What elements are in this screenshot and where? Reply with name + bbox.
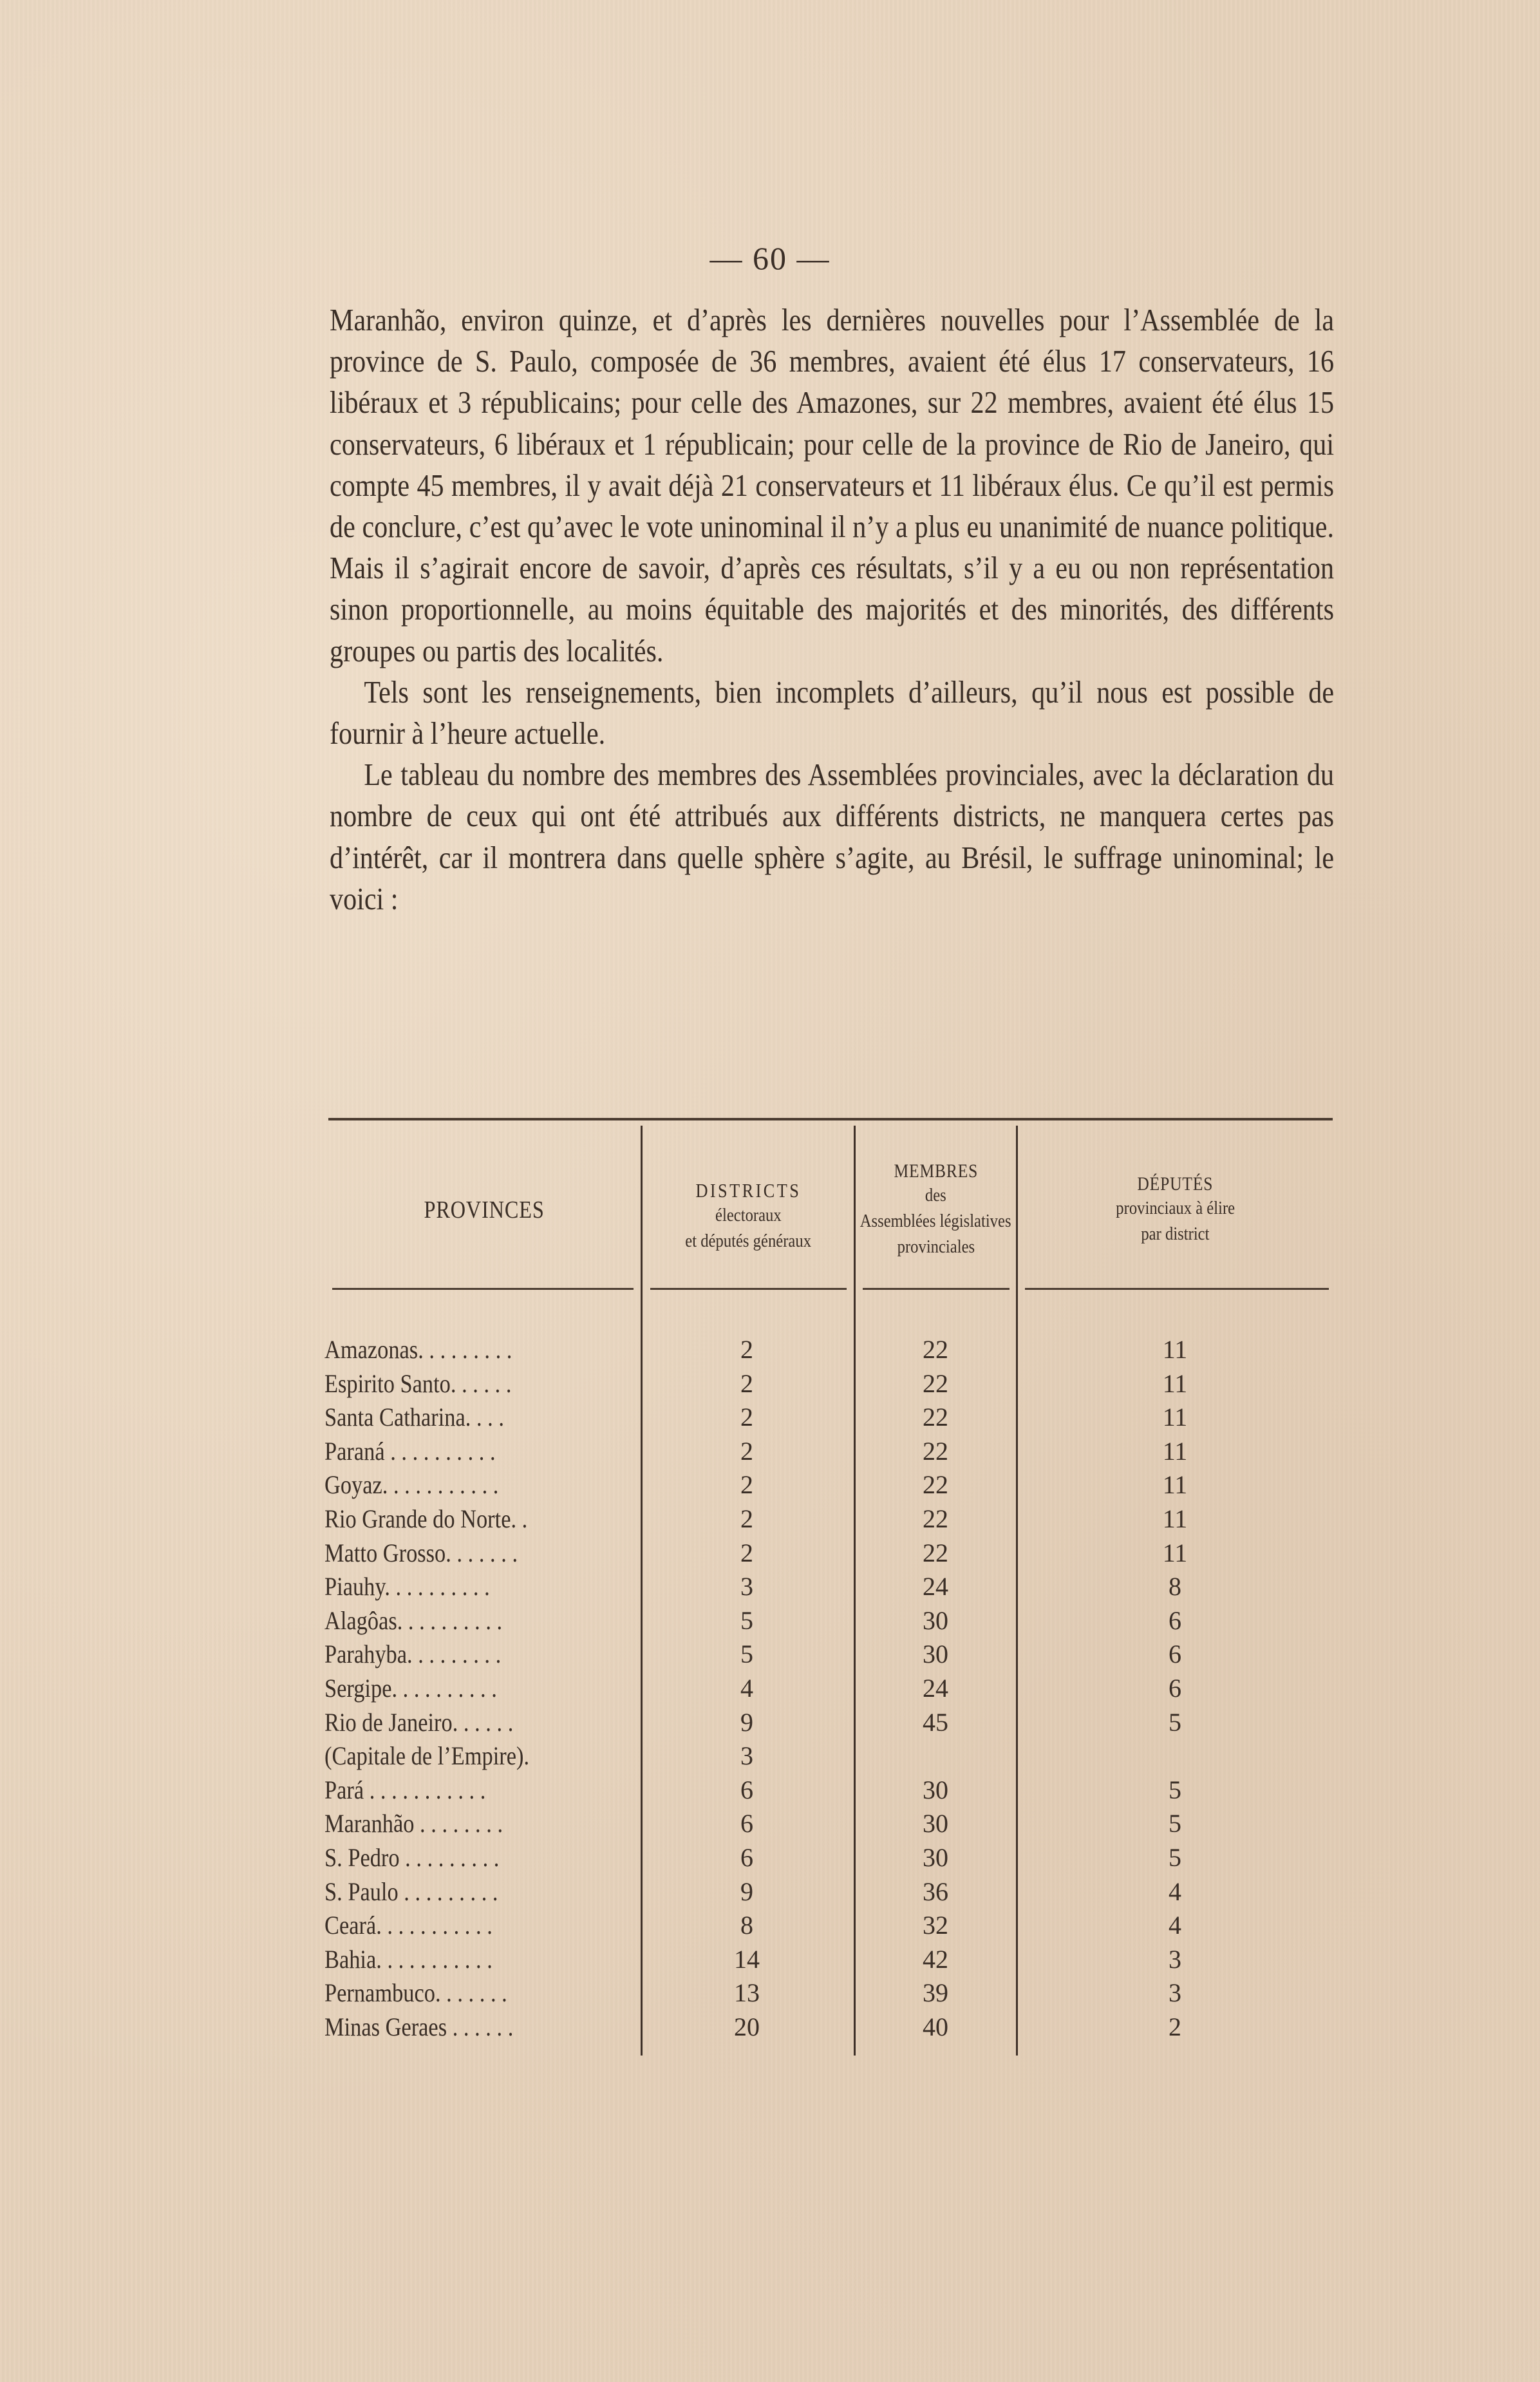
header-membres	[856, 1137, 1016, 1282]
districts-value: 2	[740, 1335, 753, 1364]
table-row	[324, 1841, 1333, 1875]
header-deputes-line2: provinciaux à élire	[1116, 1197, 1235, 1218]
membres-value: 30	[923, 1775, 948, 1804]
membres-value: 42	[923, 1944, 948, 1974]
deputes-value: 5	[1169, 1842, 1181, 1872]
membres-value: 36	[923, 1876, 948, 1906]
membres-value: 22	[923, 1403, 948, 1432]
membres-value: 30	[923, 1842, 948, 1872]
districts-value: 3	[740, 1572, 753, 1602]
deputes-value: 3	[1169, 1944, 1181, 1974]
header-districts-line3: et députés généraux	[685, 1230, 811, 1251]
districts-value: 5	[740, 1640, 753, 1669]
paragraph-3: Le tableau du nombre des membres des Assemblées provinciales, avec la déclaration du nombre de ceux qui ont été attribués aux différents districts, ne manquera certes pas d’intérêt, car il montrera dans quelle sphère s’agite, au Brésil, le suffrage uninominal; le voici :	[330, 757, 1335, 916]
province-name: Parahyba. . . . . . . . .	[324, 1640, 502, 1669]
table-top-rule	[328, 1118, 1333, 1120]
deputes-value: 11	[1162, 1403, 1188, 1432]
membres-value: 22	[923, 1504, 948, 1533]
districts-value: 2	[740, 1470, 753, 1500]
table-row	[324, 1435, 1333, 1469]
header-membres-line2: des	[925, 1184, 946, 1205]
table-row	[324, 1536, 1333, 1571]
deputes-value: 11	[1162, 1504, 1188, 1533]
membres-value: 30	[923, 1605, 948, 1635]
table-row	[324, 1807, 1333, 1841]
districts-value: 6	[740, 1809, 753, 1838]
deputes-value: 11	[1162, 1538, 1188, 1567]
province-name: Goyaz. . . . . . . . . . .	[324, 1470, 499, 1500]
districts-value: 2	[740, 1403, 753, 1432]
deputes-value: 6	[1169, 1640, 1181, 1669]
header-deputes-line3: par district	[1141, 1223, 1210, 1244]
membres-value: 30	[923, 1809, 948, 1838]
districts-value: 2	[740, 1368, 753, 1398]
membres-value: 22	[923, 1335, 948, 1364]
header-deputes	[1018, 1137, 1333, 1282]
table-row	[324, 1570, 1333, 1604]
header-provinces	[328, 1137, 641, 1282]
districts-value: 13	[734, 1978, 760, 2008]
province-name: Rio de Janeiro. . . . . .	[324, 1707, 514, 1737]
table-body	[324, 1333, 1333, 2044]
table-row	[324, 1333, 1333, 1367]
deputes-value: 11	[1162, 1335, 1188, 1364]
membres-value: 22	[923, 1538, 948, 1567]
header-membres-line4: provinciales	[897, 1236, 975, 1257]
table-row	[324, 1604, 1333, 1638]
membres-value: 24	[923, 1572, 948, 1602]
table-row	[324, 1502, 1333, 1536]
province-name: S. Pedro . . . . . . . . .	[324, 1842, 500, 1872]
deputes-value: 4	[1169, 1911, 1181, 1940]
table-row	[324, 1976, 1333, 2010]
membres-value: 22	[923, 1470, 948, 1500]
province-name: Minas Geraes . . . . . .	[324, 2012, 514, 2041]
deputes-value: 6	[1169, 1605, 1181, 1635]
membres-value: 24	[923, 1673, 948, 1703]
header-provinces-label: PROVINCES	[424, 1196, 545, 1224]
province-name: S. Paulo . . . . . . . . .	[324, 1876, 498, 1906]
province-name: Pará . . . . . . . . . . .	[324, 1775, 486, 1804]
header-membres-line1: MEMBRES	[894, 1160, 978, 1182]
deputes-value: 6	[1169, 1673, 1181, 1703]
districts-value: 6	[740, 1842, 753, 1872]
table-row	[324, 1943, 1333, 1977]
deputes-value: 4	[1169, 1876, 1181, 1906]
table-row	[324, 2010, 1333, 2045]
membres-value: 45	[923, 1707, 948, 1737]
header-rule-1	[332, 1288, 634, 1290]
province-name: Piauhy. . . . . . . . . .	[324, 1572, 490, 1602]
districts-value: 9	[740, 1876, 753, 1906]
deputes-value: 8	[1169, 1572, 1181, 1602]
province-name: Matto Grosso. . . . . . .	[324, 1538, 518, 1567]
deputes-value: 5	[1169, 1775, 1181, 1804]
province-name: Ceará. . . . . . . . . . .	[324, 1911, 493, 1940]
header-deputes-line1: DÉPUTÉS	[1137, 1173, 1214, 1195]
districts-value: 2	[740, 1436, 753, 1466]
province-name: Espirito Santo. . . . . .	[324, 1368, 512, 1398]
province-name: Alagôas. . . . . . . . . .	[324, 1605, 503, 1635]
districts-value: 14	[734, 1944, 760, 1974]
table-row	[324, 1773, 1333, 1808]
provinces-table	[324, 1118, 1333, 2058]
deputes-value: 5	[1169, 1809, 1181, 1838]
districts-value: 2	[740, 1504, 753, 1533]
membres-value: 32	[923, 1911, 948, 1940]
districts-value: 3	[740, 1741, 753, 1771]
membres-value: 30	[923, 1640, 948, 1669]
page-number: — 60 —	[709, 240, 831, 276]
deputes-value: 11	[1162, 1436, 1188, 1466]
table-row	[324, 1739, 1333, 1773]
districts-value: 2	[740, 1538, 753, 1567]
paragraph-2: Tels sont les renseignements, bien incomplets d’ailleurs, qu’il nous est possible de fournir à l’heure actuelle.	[330, 674, 1335, 751]
deputes-value: 5	[1169, 1707, 1181, 1737]
table-row	[324, 1909, 1333, 1943]
province-name: (Capitale de l’Empire).	[324, 1741, 530, 1771]
districts-value: 8	[740, 1911, 753, 1940]
province-name: Rio Grande do Norte. .	[324, 1504, 528, 1533]
province-name: Sergipe. . . . . . . . . .	[324, 1673, 497, 1703]
membres-value: 22	[923, 1436, 948, 1466]
membres-value: 40	[923, 2012, 948, 2041]
header-membres-line3: Assemblées législatives	[860, 1210, 1011, 1231]
table-row	[324, 1468, 1333, 1502]
table-row	[324, 1706, 1333, 1740]
membres-value: 22	[923, 1368, 948, 1398]
districts-value: 5	[740, 1605, 753, 1635]
header-districts	[643, 1144, 854, 1289]
province-name: Maranhão . . . . . . . .	[324, 1809, 503, 1838]
province-name: Bahia. . . . . . . . . . .	[324, 1944, 493, 1974]
districts-value: 6	[740, 1775, 753, 1804]
body-text	[330, 299, 1334, 920]
header-districts-line1: DISTRICTS	[695, 1178, 801, 1202]
table-row	[324, 1401, 1333, 1435]
districts-value: 9	[740, 1707, 753, 1737]
header-rule-3	[863, 1288, 1009, 1290]
districts-value: 4	[740, 1673, 753, 1703]
deputes-value: 2	[1169, 2012, 1181, 2041]
table-row	[324, 1875, 1333, 1909]
table-row	[324, 1638, 1333, 1672]
districts-value: 20	[734, 2012, 760, 2041]
province-name: Pernambuco. . . . . . .	[324, 1978, 507, 2008]
province-name: Santa Catharina. . . .	[324, 1403, 504, 1432]
province-name: Paraná . . . . . . . . . .	[324, 1436, 496, 1466]
membres-value: 39	[923, 1978, 948, 2008]
deputes-value: 3	[1169, 1978, 1181, 2008]
deputes-value: 11	[1162, 1470, 1188, 1500]
header-districts-line2: électoraux	[715, 1204, 782, 1225]
province-name: Amazonas. . . . . . . . .	[324, 1335, 512, 1364]
paragraph-1: Maranhão, environ quinze, et d’après les dernières nouvelles pour l’Assemblée de la province de S. Paulo, composée de 36 membres, avaient été élus 17 conservateurs, 16 libéraux et 3 républicains; pour celle des Amazones, sur 22 membres, avaient été élus 15 conservateurs, 6 libéraux et 1 républicain; pour celle de la province de Rio de Janeiro, qui compte 45 membres, il y avait déjà 21 conservateurs et 11 libéraux élus. Ce qu’il est permis de conclure, c’est qu’avec le vote uninominal il n’y a plus eu unanimité de nuance politique. Mais il s’agirait encore de savoir, d’après ces résultats, s’il y a eu ou non représentation sinon proportionnelle, au moins équitable des majorités et des minorités, des différents groupes ou partis des localités.	[330, 302, 1335, 668]
table-row	[324, 1367, 1333, 1401]
table-row	[324, 1672, 1333, 1706]
header-rule-4	[1025, 1288, 1329, 1290]
deputes-value: 11	[1162, 1368, 1188, 1398]
